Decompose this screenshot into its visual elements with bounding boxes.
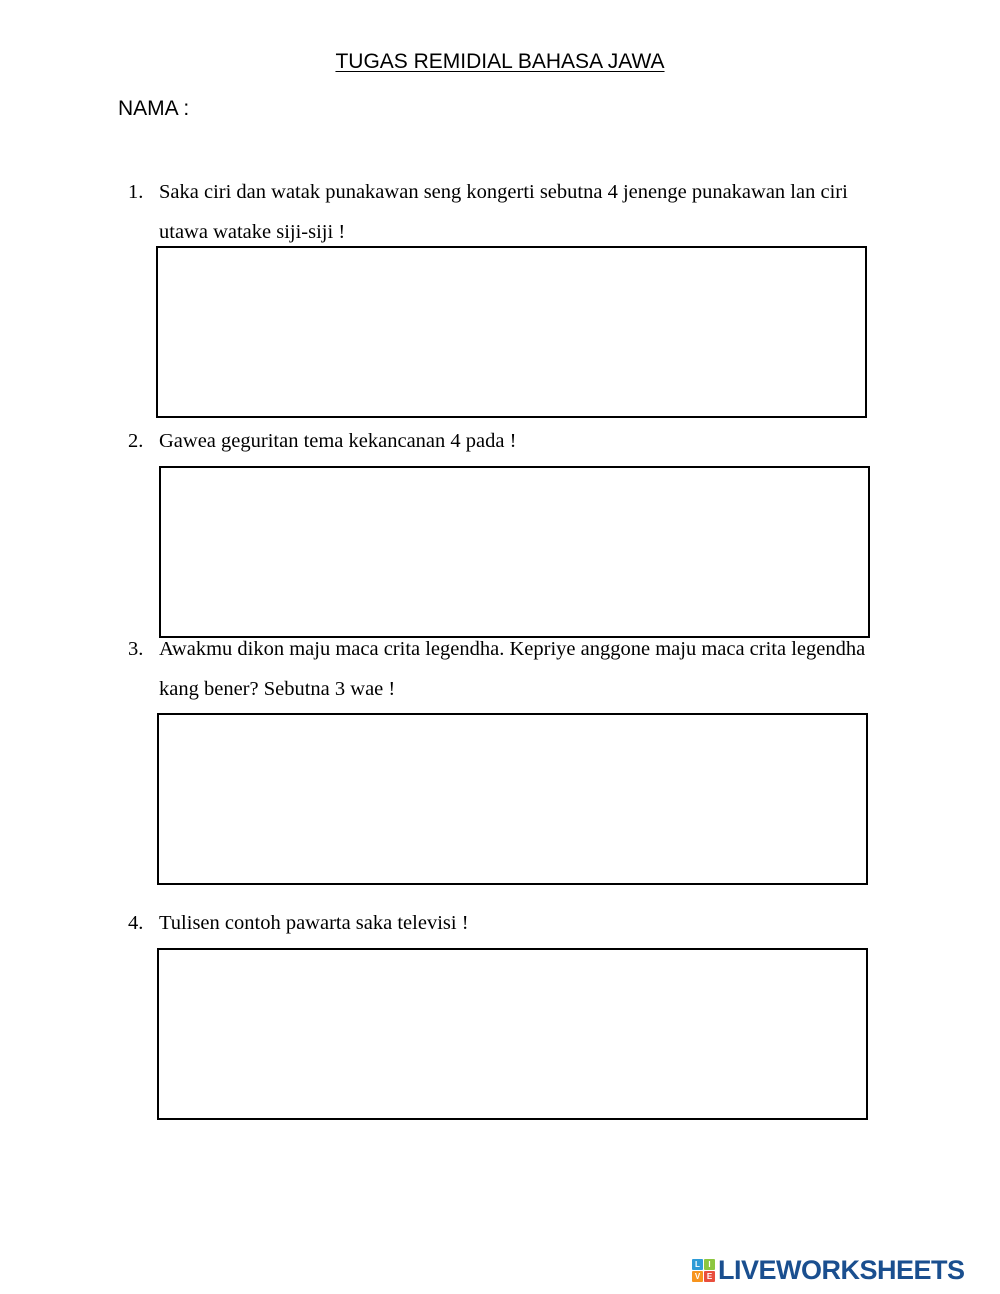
question-1 bbox=[128, 172, 868, 252]
question-text: Awakmu dikon maju maca crita legendha. Kepriye anggone maju maca crita legendha kang bener? Sebutna 3 wae ! bbox=[159, 638, 866, 700]
document-title: TUGAS REMIDIAL BAHASA JAWA bbox=[335, 50, 665, 73]
answer-box-3[interactable] bbox=[157, 713, 868, 885]
question-text: Saka ciri dan watak punakawan seng kongerti sebutna 4 jenenge punakawan lan ciri utawa watake siji-siji ! bbox=[159, 181, 848, 243]
question-text: Tulisen contoh pawarta saka televisi ! bbox=[159, 912, 469, 934]
liveworksheets-logo bbox=[692, 1255, 965, 1285]
name-label: NAMA : bbox=[118, 97, 190, 120]
question-number: 1. bbox=[128, 181, 144, 203]
question-4 bbox=[128, 903, 868, 943]
answer-box-1[interactable] bbox=[156, 246, 867, 418]
logo-text: LIVEWORKSHEETS bbox=[718, 1254, 965, 1285]
question-number: 4. bbox=[128, 912, 144, 934]
answer-box-4[interactable] bbox=[157, 948, 868, 1120]
question-2 bbox=[128, 421, 868, 461]
question-text: Gawea geguritan tema kekancanan 4 pada ! bbox=[159, 430, 517, 452]
question-3 bbox=[128, 629, 868, 709]
question-number: 2. bbox=[128, 430, 144, 452]
answer-box-2[interactable] bbox=[159, 466, 870, 638]
liveworksheets-logo-icon: L I V E bbox=[692, 1259, 715, 1282]
question-number: 3. bbox=[128, 638, 144, 660]
